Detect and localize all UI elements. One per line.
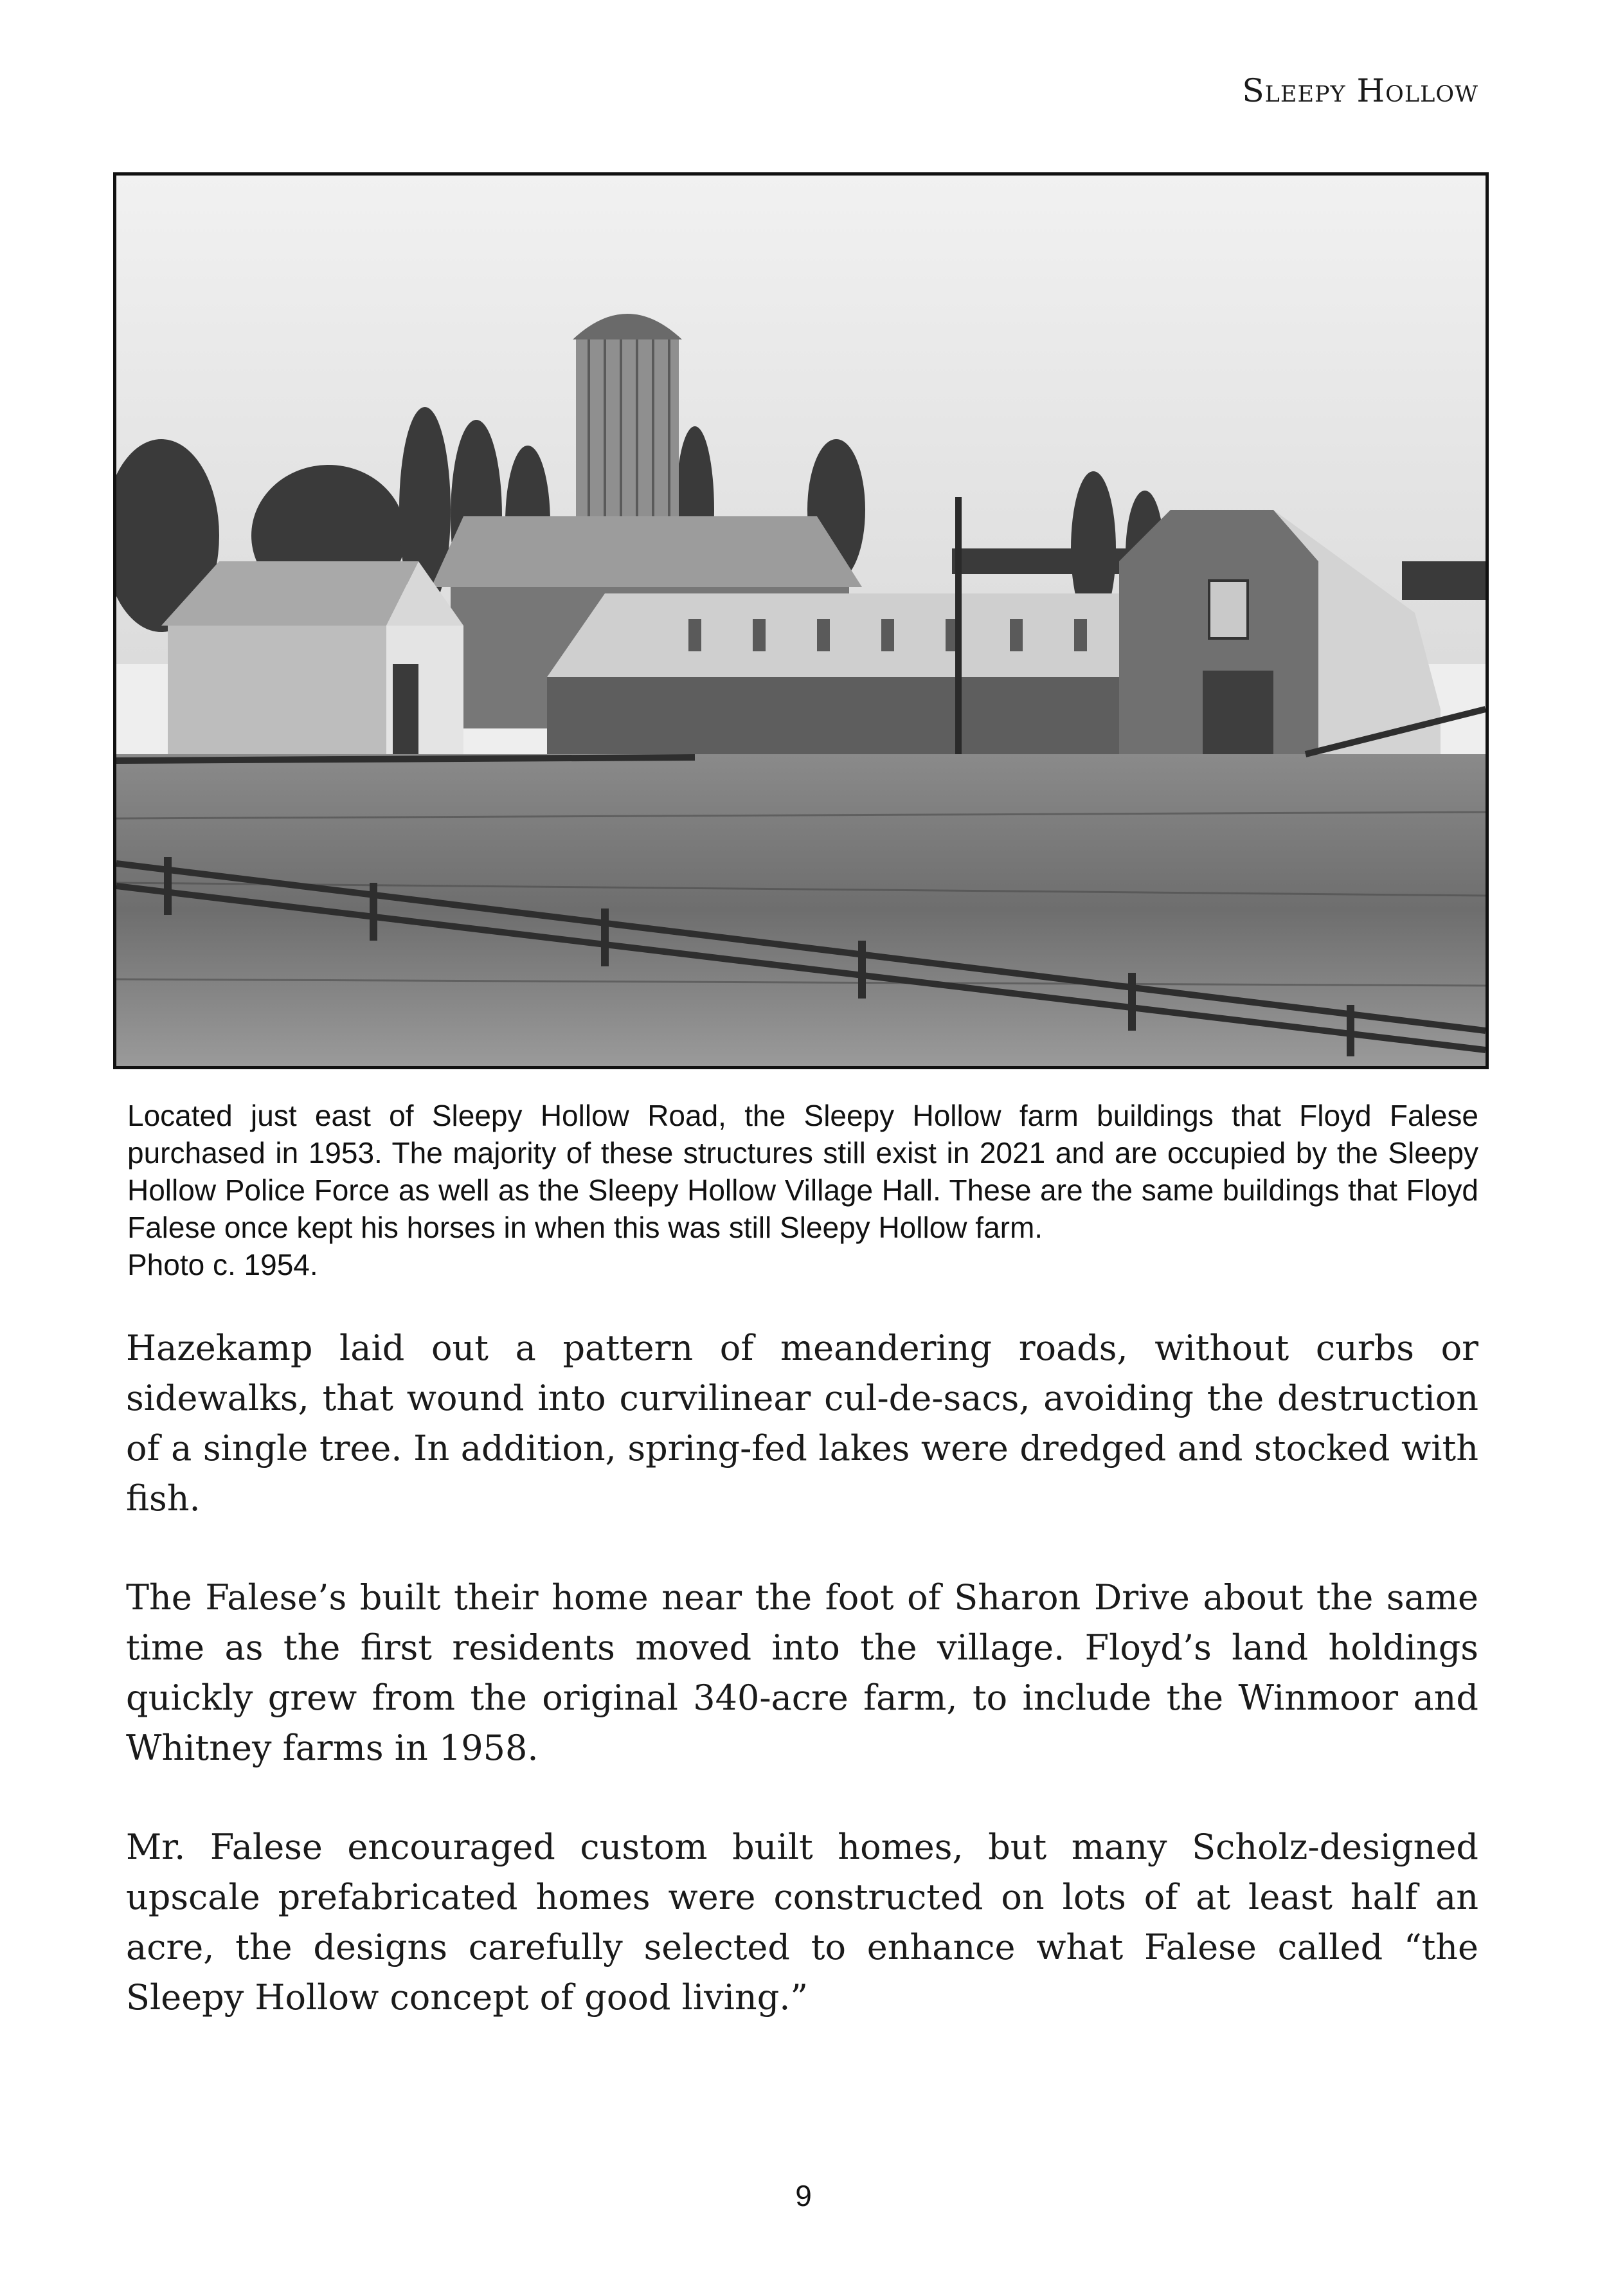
photo-caption — [127, 1097, 1478, 1283]
caption-text: Located just east of Sleepy Hollow Road, the Sleepy Hollow farm buildings that Floyd Falese purchased in 1953. The majority of these structures still exist in 2021 and are occupied by the Sleepy Hollow Police Force as well as the Sleepy Hollow Village Hall. These are the same buildings that Floyd Falese once kept his horses in when this was still Sleepy Hollow farm. — [127, 1099, 1478, 1244]
body-text — [126, 1323, 1478, 2072]
paragraph: The Falese’s built their home near the foot of Sharon Drive about the same time as the first residents moved into the village. Floyd’s land holdings quickly grew from the original 340-acre farm, to include the Winmoor and Whitney farms in 1958. — [126, 1577, 1478, 1768]
caption-photo-date: Photo c. 1954. — [127, 1248, 318, 1281]
paragraph: Mr. Falese encouraged custom built homes, but many Scholz-designed upscale prefabricated homes were constructed on lots of at least half an acre, the designs carefully selected to enhance what Falese called “the Sleepy Hollow concept of good living.” — [126, 1827, 1478, 2018]
running-head-title: Sleepy Hollow — [1242, 72, 1478, 109]
left-barn — [161, 561, 463, 754]
farm-photo-illustration — [116, 176, 1486, 1066]
utility-pole — [955, 497, 962, 767]
back-barn-roof — [431, 516, 862, 587]
long-barn — [547, 593, 1177, 754]
page-number: 9 — [795, 2179, 812, 2212]
farm-photo — [113, 172, 1489, 1069]
paragraph: Hazekamp laid out a pattern of meandering roads, without curbs or sidewalks, that wound into curvilinear cul-de-sacs, avoiding the destruction of a single tree. In addition, spring-fed lakes were dredged and stocked with fish. — [126, 1328, 1478, 1519]
